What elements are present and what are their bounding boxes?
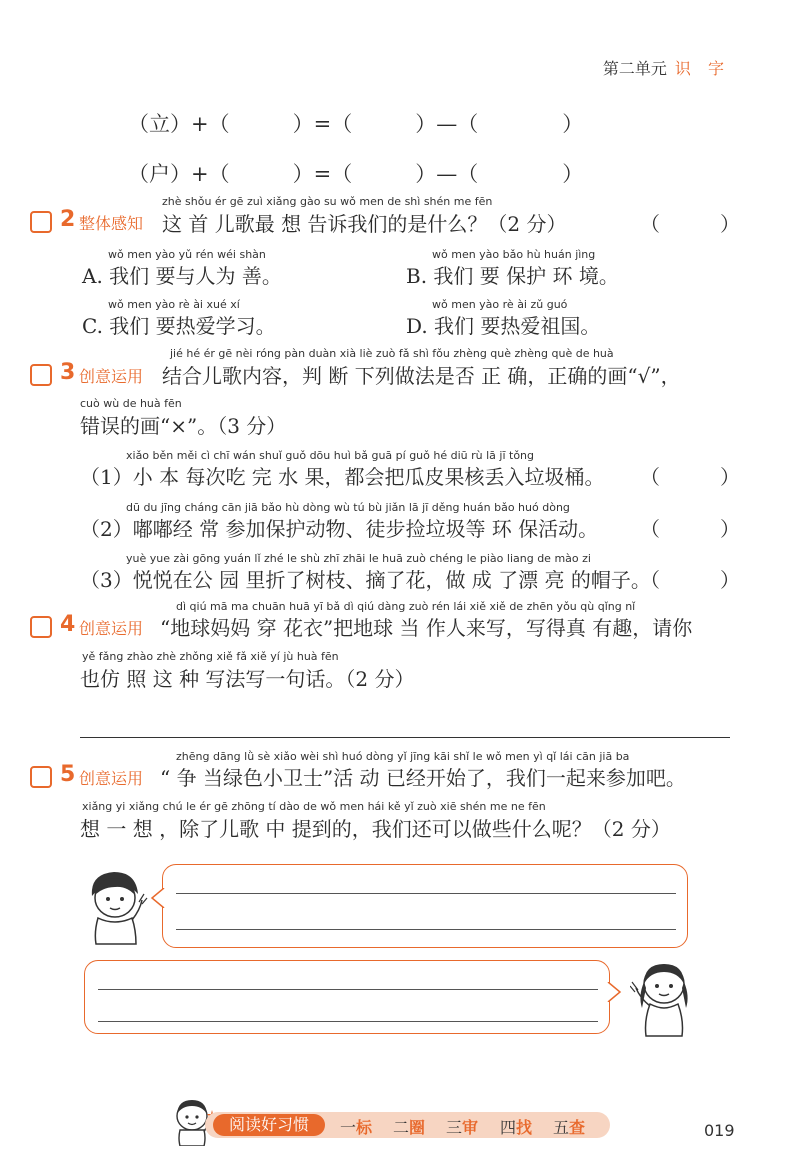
q2-option-b-pinyin: wǒ men yào bǎo hù huán jìng <box>432 248 596 261</box>
page-number: 019 <box>704 1121 735 1140</box>
girl-illustration <box>630 958 696 1042</box>
q4-pinyin-2: yě fǎng zhào zhè zhǒng xiě fǎ xiě yí jù huà fēn <box>82 650 339 663</box>
q3-tag: 创意运用 <box>79 367 144 386</box>
q5-text-2: 想 一 想 ，除了儿歌 中 提到的，我们还可以做些什么呢？（2 分） <box>80 817 671 841</box>
q3-pinyin-1: jié hé ér gē nèi róng pàn duàn xià liè zuò fǎ shì fǒu zhèng què zhèng què de huà <box>170 347 614 360</box>
q4-text-1: “地球妈妈 穿 花衣”把地球 当 作人来写，写得真 有趣，请你 <box>160 616 693 640</box>
habit-step-4: 四找 <box>500 1118 533 1137</box>
habit-step-3: 三审 <box>446 1118 479 1137</box>
habit-step-2: 二圈 <box>393 1118 426 1137</box>
q4-checkbox[interactable] <box>30 616 52 638</box>
q2-option-a[interactable]: A. 我们 要与人为 善。 <box>82 264 282 288</box>
q2-text: 这 首 儿歌最 想 告诉我们的是什么？（2 分） <box>162 212 567 236</box>
q3-checkbox[interactable] <box>30 364 52 386</box>
equation-1[interactable]: （立）+（ ）=（ ）—（ ） <box>128 112 584 136</box>
q5-checkbox[interactable] <box>30 766 52 788</box>
habit-step-5: 五查 <box>553 1118 586 1137</box>
q2-option-d[interactable]: D. 我们 要热爱祖国。 <box>406 314 601 338</box>
q2-number: 2 <box>60 207 76 232</box>
reading-habit-title: 阅读好习惯 <box>213 1114 325 1136</box>
q3-item-2-paren[interactable]: （ ） <box>640 517 740 541</box>
equation-2[interactable]: （户）+（ ）=（ ）—（ ） <box>128 162 584 186</box>
q2-tag: 整体感知 <box>79 214 144 233</box>
bubble-2-line-1[interactable] <box>98 989 598 990</box>
q3-text-1: 结合儿歌内容，判 断 下列做法是否 正 确，正确的画“√”， <box>162 364 681 388</box>
q2-option-d-pinyin: wǒ men yào rè ài zǔ guó <box>432 298 568 311</box>
habit-step-1: 一标 <box>340 1118 373 1137</box>
page-header <box>603 56 730 79</box>
q3-pinyin-2: cuò wù de huà fēn <box>80 397 182 410</box>
q5-pinyin-1: zhēng dāng lǜ sè xiǎo wèi shì huó dòng yǐ jīng kāi shǐ le wǒ men yì qǐ lái cān jiā ba <box>176 750 630 763</box>
q4-number: 4 <box>60 612 76 637</box>
q2-checkbox[interactable] <box>30 211 52 233</box>
q3-item-3: （3）悦悦在公 园 里折了树枝、摘了花，做 成 了漂 亮 的帽子。 <box>80 568 651 592</box>
boy-illustration <box>84 866 148 950</box>
q4-pinyin-1: dì qiú mā ma chuān huā yī bǎ dì qiú dàng zuò rén lái xiě xiě de zhēn yǒu qù qǐng nǐ <box>176 600 636 613</box>
q5-number: 5 <box>60 762 76 787</box>
q3-item-2-pinyin: dū du jīng cháng cān jiā bǎo hù dòng wù tú bù jiǎn lā jī děng huán bǎo huó dòng <box>126 501 570 514</box>
q2-option-c-pinyin: wǒ men yào rè ài xué xí <box>108 298 240 311</box>
q2-answer-paren[interactable]: （ ） <box>640 212 740 236</box>
section-label: 识 字 <box>674 59 730 78</box>
q4-answer-line[interactable] <box>80 737 730 738</box>
q3-item-3-paren[interactable]: （ ） <box>640 568 740 592</box>
bubble-2-tail <box>606 982 622 1006</box>
q5-text-1: “ 争 当绿色小卫士”活 动 已经开始了，我们一起来参加吧。 <box>160 766 686 790</box>
q3-item-1-paren[interactable]: （ ） <box>640 465 740 489</box>
speech-bubble-2[interactable] <box>84 960 610 1034</box>
q2-option-a-pinyin: wǒ men yào yǔ rén wéi shàn <box>108 248 266 261</box>
q2-option-c[interactable]: C. 我们 要热爱学习。 <box>82 314 276 338</box>
q4-tag: 创意运用 <box>79 619 144 638</box>
q5-tag: 创意运用 <box>79 769 144 788</box>
q3-item-1: （1）小 本 每次吃 完 水 果，都会把瓜皮果核丢入垃圾桶。 <box>80 465 605 489</box>
q4-text-2: 也仿 照 这 种 写法写一句话。（2 分） <box>80 667 415 691</box>
speech-bubble-1[interactable] <box>162 864 688 948</box>
q5-pinyin-2: xiǎng yi xiǎng chú le ér gē zhōng tí dào de wǒ men hái kě yǐ zuò xiē shén me ne fēn <box>82 800 546 813</box>
bubble-1-tail <box>150 888 166 912</box>
q2-pinyin: zhè shǒu ér gē zuì xiǎng gào su wǒ men de shì shén me fēn <box>162 195 493 208</box>
bubble-1-line-2[interactable] <box>176 929 676 930</box>
q3-item-2: （2）嘟嘟经 常 参加保护动物、徒步捡垃圾等 环 保活动。 <box>80 517 599 541</box>
q3-text-2: 错误的画“×”。（3 分） <box>80 414 287 438</box>
unit-label: 第二单元 <box>602 59 667 78</box>
q3-item-3-pinyin: yuè yue zài gōng yuán lǐ zhé le shù zhī zhāi le huā zuò chéng le piào liang de mào zi <box>126 552 591 565</box>
q3-item-1-pinyin: xiǎo běn měi cì chī wán shuǐ guǒ dōu huì bǎ guā pí guǒ hé diū rù lā jī tǒng <box>126 449 535 462</box>
q3-number: 3 <box>60 360 76 385</box>
bubble-2-line-2[interactable] <box>98 1021 598 1022</box>
bubble-1-line-1[interactable] <box>176 893 676 894</box>
q2-option-b[interactable]: B. 我们 要 保护 环 境。 <box>406 264 619 288</box>
